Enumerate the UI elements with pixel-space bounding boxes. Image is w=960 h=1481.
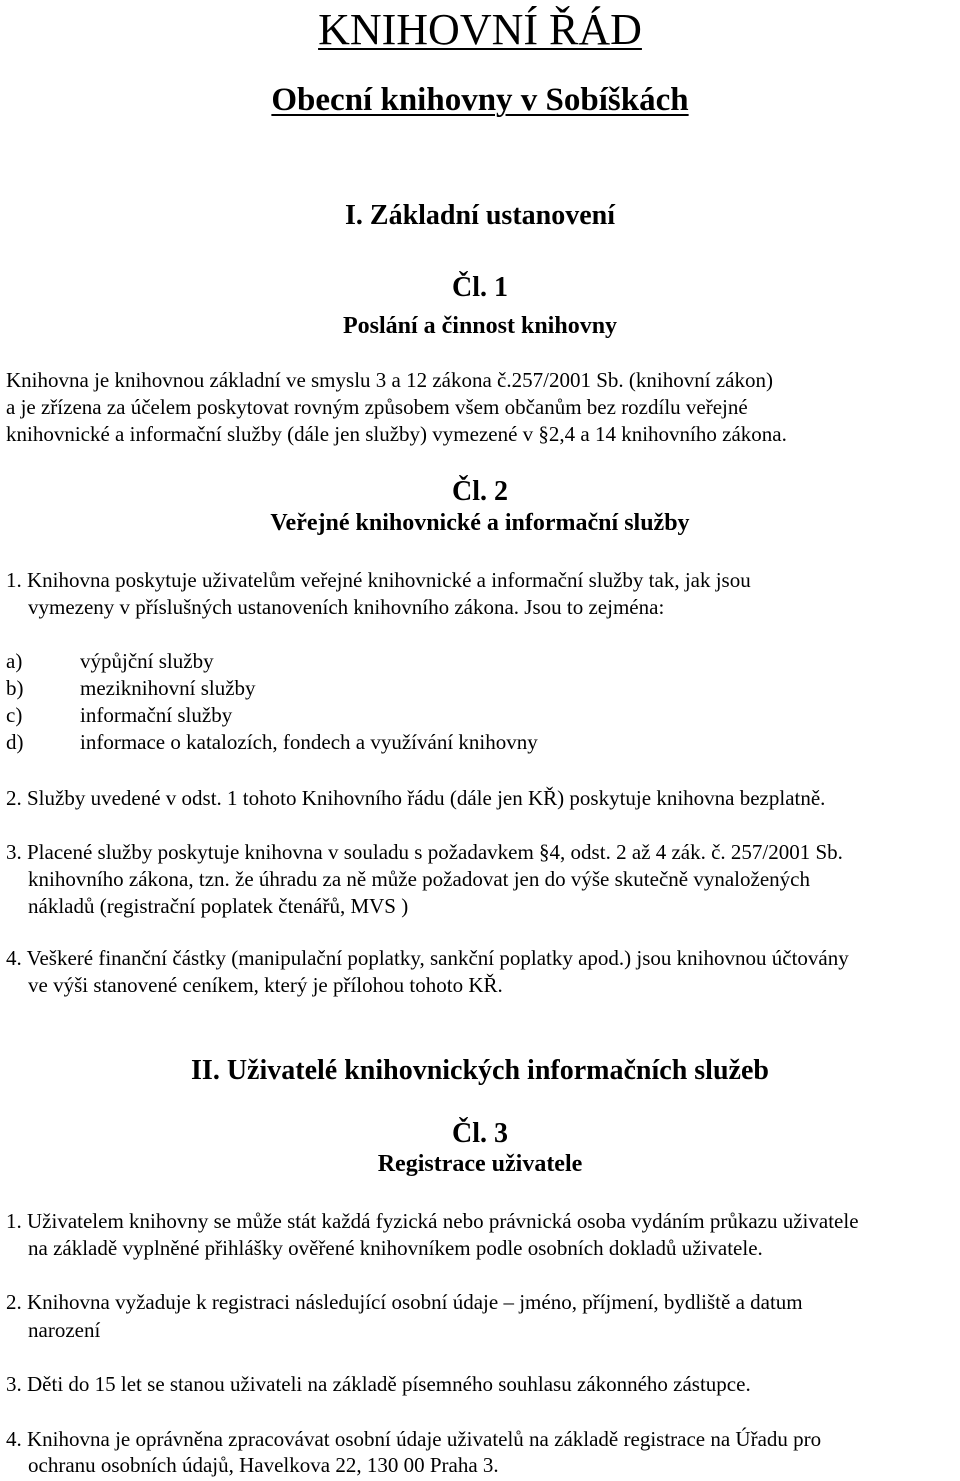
paragraph-line: 4. Knihovna je oprávněna zpracovávat osobní údaje uživatelů na základě registrace na Úřadu pro [6,1427,822,1451]
list-item-label: c) [6,703,23,727]
paragraph-line: nákladů (registrační poplatek čtenářů, MVS ) [28,894,409,918]
paragraph-line: 2. Služby uvedené v odst. 1 tohoto Knihovního řádu (dále jen KŘ) poskytuje knihovna bezplatně. [6,786,826,810]
paragraph-line: 1. Knihovna poskytuje uživatelům veřejné knihovnické a informační služby tak, jak jsou [6,568,751,592]
article-heading: Registrace uživatele [377,1151,583,1177]
list-item: výpůjční služby [80,649,214,673]
document-subtitle: Obecní knihovny v Sobíškách [271,82,689,118]
paragraph-line: na základě vyplněné přihlášky ověřené knihovníkem podle osobních dokladů uživatele. [28,1236,763,1260]
paragraph-line: knihovního zákona, tzn. že úhradu za ně může požadovat jen do výše skutečně vynaložených [28,867,810,891]
paragraph-line: ve výši stanovené ceníkem, který je přílohou tohoto KŘ. [28,973,503,997]
section-heading: I. Základní ustanovení [345,200,615,231]
paragraph-line: ochranu osobních údajů, Havelkova 22, 130 00 Praha 3. [28,1453,499,1477]
paragraph-line: narození [28,1318,101,1342]
list-item-label: a) [6,649,23,673]
paragraph-line: 2. Knihovna vyžaduje k registraci následující osobní údaje – jméno, příjmení, bydliště a datum [6,1290,803,1314]
list-item: informační služby [80,703,233,727]
paragraph-line: 4. Veškeré finanční částky (manipulační poplatky, sankční poplatky apod.) jsou knihovnou účtovány [6,946,849,970]
paragraph-line: a je zřízena za účelem poskytovat rovným způsobem všem občanům bez rozdílu veřejné [6,395,748,419]
paragraph-line: vymezeny v příslušných ustanoveních knihovního zákona. Jsou to zejména: [28,595,665,619]
article-number: Čl. 3 [452,1118,508,1149]
section-heading: II. Uživatelé knihovnických informačních služeb [191,1055,769,1086]
list-item-label: b) [6,676,24,700]
list-item: meziknihovní služby [80,676,256,700]
article-number: Čl. 1 [452,272,508,303]
article-heading: Poslání a činnost knihovny [342,313,618,339]
article-number: Čl. 2 [452,476,508,507]
paragraph-line: Knihovna je knihovnou základní ve smyslu 3 a 12 zákona č.257/2001 Sb. (knihovní zákon) [6,368,773,392]
paragraph-line: 1. Uživatelem knihovny se může stát každá fyzická nebo právnická osoba vydáním průkazu uživatele [6,1209,859,1233]
paragraph-line: 3. Děti do 15 let se stanou uživateli na základě písemného souhlasu zákonného zástupce. [6,1372,751,1396]
article-heading: Veřejné knihovnické a informační služby [270,510,690,536]
paragraph-line: 3. Placené služby poskytuje knihovna v souladu s požadavkem §4, odst. 2 až 4 zák. č. 257/2001 Sb. [6,840,843,864]
paragraph-line: knihovnické a informační služby (dále jen služby) vymezené v §2,4 a 14 knihovního zákona. [6,422,787,446]
list-item-label: d) [6,730,24,754]
list-item: informace o katalozích, fondech a využívání knihovny [80,730,538,754]
document-title: KNIHOVNÍ ŘÁD [318,5,642,54]
